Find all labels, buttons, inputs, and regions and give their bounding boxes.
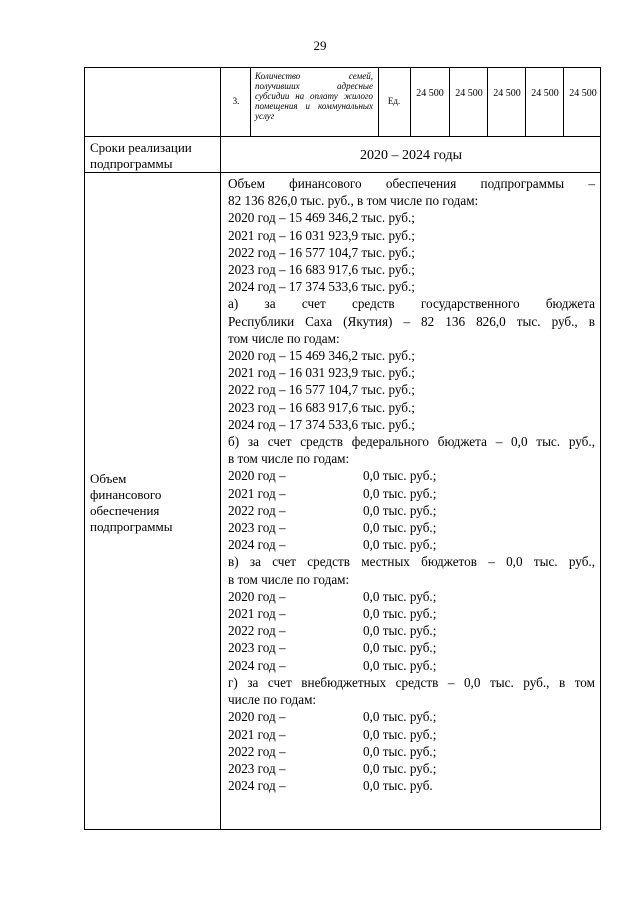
- financing-intro-line: Объем финансового обеспечения подпрограммы –: [228, 176, 595, 191]
- extrabudgetary-year-line: 2021 год – 0,0 тыс. руб.;: [228, 726, 437, 742]
- regional-year-line: 2023 год – 16 683 917,6 тыс. руб.;: [228, 399, 415, 415]
- federal-year-line: 2024 год – 0,0 тыс. руб.;: [228, 537, 437, 553]
- extrabudgetary-heading: числе по годам:: [228, 692, 317, 708]
- extrabudgetary-year-line: 2023 год – 0,0 тыс. руб.;: [228, 760, 437, 776]
- extrabudgetary-year-line: 2024 год – 0,0 тыс. руб.: [228, 778, 433, 794]
- column-divider: [449, 67, 450, 136]
- column-divider: [220, 67, 221, 830]
- regional-year-line: 2024 год – 17 374 533,6 тыс. руб.;: [228, 416, 415, 432]
- period-value: 2020 – 2024 годы: [359, 148, 463, 163]
- column-divider: [563, 67, 564, 136]
- total-year-line: 2023 год – 16 683 917,6 тыс. руб.;: [228, 262, 415, 278]
- federal-budget-heading: б) за счет средств федерального бюджета – 0,0 тыс. руб.,: [228, 434, 595, 450]
- total-year-line: 2021 год – 16 031 923,9 тыс. руб.;: [228, 227, 415, 243]
- regional-budget-heading: Республики Саха (Якутия) – 82 136 826,0 тыс. руб., в: [228, 313, 595, 329]
- regional-budget-heading: а) за счет средств государственного бюджета: [228, 296, 595, 312]
- regional-year-line: 2020 год – 15 469 346,2 тыс. руб.;: [228, 348, 415, 364]
- indicator-unit: Ед.: [387, 96, 401, 106]
- extrabudgetary-year-line: 2022 год – 0,0 тыс. руб.;: [228, 743, 437, 759]
- local-budget-heading: в том числе по годам:: [228, 571, 350, 587]
- page-number: 29: [313, 38, 327, 53]
- regional-year-line: 2021 год – 16 031 923,9 тыс. руб.;: [228, 365, 415, 381]
- column-divider: [525, 67, 526, 136]
- indicator-value-2022: 24 500: [493, 88, 521, 99]
- total-year-line: 2024 год – 17 374 533,6 тыс. руб.;: [228, 279, 415, 295]
- federal-year-line: 2022 год – 0,0 тыс. руб.;: [228, 502, 437, 518]
- extrabudgetary-heading: г) за счет внебюджетных средств – 0,0 тыс. руб., в том: [228, 674, 595, 690]
- indicator-value-2024: 24 500: [569, 88, 597, 99]
- local-year-line: 2023 год – 0,0 тыс. руб.;: [228, 640, 437, 656]
- extrabudgetary-year-line: 2020 год – 0,0 тыс. руб.;: [228, 709, 437, 725]
- row-divider: [84, 172, 601, 173]
- local-year-line: 2021 год – 0,0 тыс. руб.;: [228, 606, 437, 622]
- column-divider: [487, 67, 488, 136]
- federal-year-line: 2023 год – 0,0 тыс. руб.;: [228, 520, 437, 536]
- local-year-line: 2020 год – 0,0 тыс. руб.;: [228, 588, 437, 604]
- indicator-name: Количество семей, получивших адресные субсидии на оплату жилого помещения и коммунальных услуг: [255, 71, 373, 121]
- local-year-line: 2024 год – 0,0 тыс. руб.;: [228, 657, 437, 673]
- row-divider: [84, 136, 601, 137]
- local-budget-heading: в) за счет средств местных бюджетов – 0,0 тыс. руб.,: [228, 554, 595, 570]
- total-year-line: 2022 год – 16 577 104,7 тыс. руб.;: [228, 244, 415, 260]
- total-year-line: 2020 год – 15 469 346,2 тыс. руб.;: [228, 210, 415, 226]
- period-label: Сроки реализации подпрограммы: [90, 140, 192, 171]
- federal-year-line: 2020 год – 0,0 тыс. руб.;: [228, 468, 437, 484]
- column-divider: [250, 67, 251, 136]
- indicator-value-2021: 24 500: [455, 88, 483, 99]
- financing-intro-line: 82 136 826,0 тыс. руб., в том числе по годам:: [228, 193, 479, 209]
- indicator-number: 3.: [232, 96, 240, 106]
- financing-content: [228, 175, 595, 794]
- column-divider: [410, 67, 411, 136]
- regional-budget-heading: том числе по годам:: [228, 330, 340, 346]
- federal-budget-heading: в том числе по годам:: [228, 451, 350, 467]
- federal-year-line: 2021 год – 0,0 тыс. руб.;: [228, 485, 437, 501]
- indicator-value-2023: 24 500: [531, 88, 559, 99]
- column-divider: [378, 67, 379, 136]
- indicator-value-2020: 24 500: [416, 88, 444, 99]
- financing-label: Объем финансового обеспечения подпрограммы: [90, 471, 173, 534]
- local-year-line: 2022 год – 0,0 тыс. руб.;: [228, 623, 437, 639]
- regional-year-line: 2022 год – 16 577 104,7 тыс. руб.;: [228, 382, 415, 398]
